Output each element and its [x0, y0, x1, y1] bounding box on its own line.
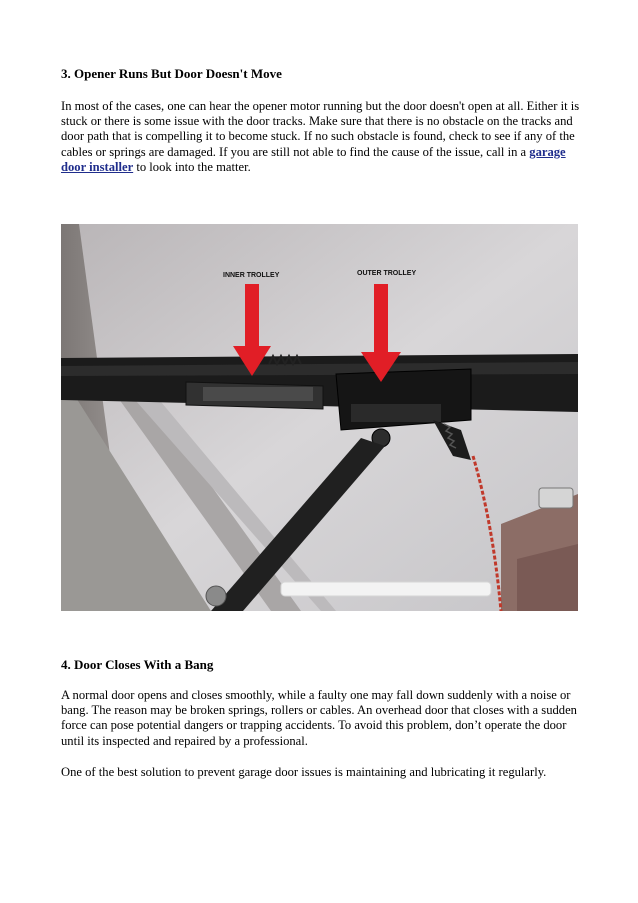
garage-door-installer-link[interactable]: garage door installer [61, 144, 566, 174]
section-3-text-end: to look into the matter. [133, 159, 251, 174]
section-3-paragraph [61, 99, 581, 175]
section-4-paragraph-1: A normal door opens and closes smoothly, while a faulty one may fall down suddenly with a noise or bang. The reason may be broken springs, rollers or cables. An overhead door that closes with a sudden force can pose potential dangers or trapping accidents. To avoid this problem, don’t operate the door until its inspected and repaired by a professional. [61, 688, 577, 748]
section-3-text-start: In most of the cases, one can hear the opener motor running but the door doesn't open at all. Either it is stuck or there is some issue with the door tracks. Make sure that there is no obstacle on the tracks and door path that is compelling it to become stuck. If no such obstacle is found, check to see if any of the cables or springs are damaged. If you are still not able to find the cause of the issue, call in a [61, 99, 580, 159]
section-3-heading: 3. Opener Runs But Door Doesn't Move [61, 66, 282, 81]
inner-trolley-label: INNER TROLLEY [223, 272, 280, 279]
outer-trolley-label: OUTER TROLLEY [357, 270, 417, 277]
section-4-paragraph-2: One of the best solution to prevent garage door issues is maintaining and lubricating it regularly. [61, 765, 547, 779]
section-4-heading: 4. Door Closes With a Bang [61, 657, 214, 672]
garage-opener-photo [61, 224, 578, 611]
trolley-illustration [61, 224, 578, 611]
